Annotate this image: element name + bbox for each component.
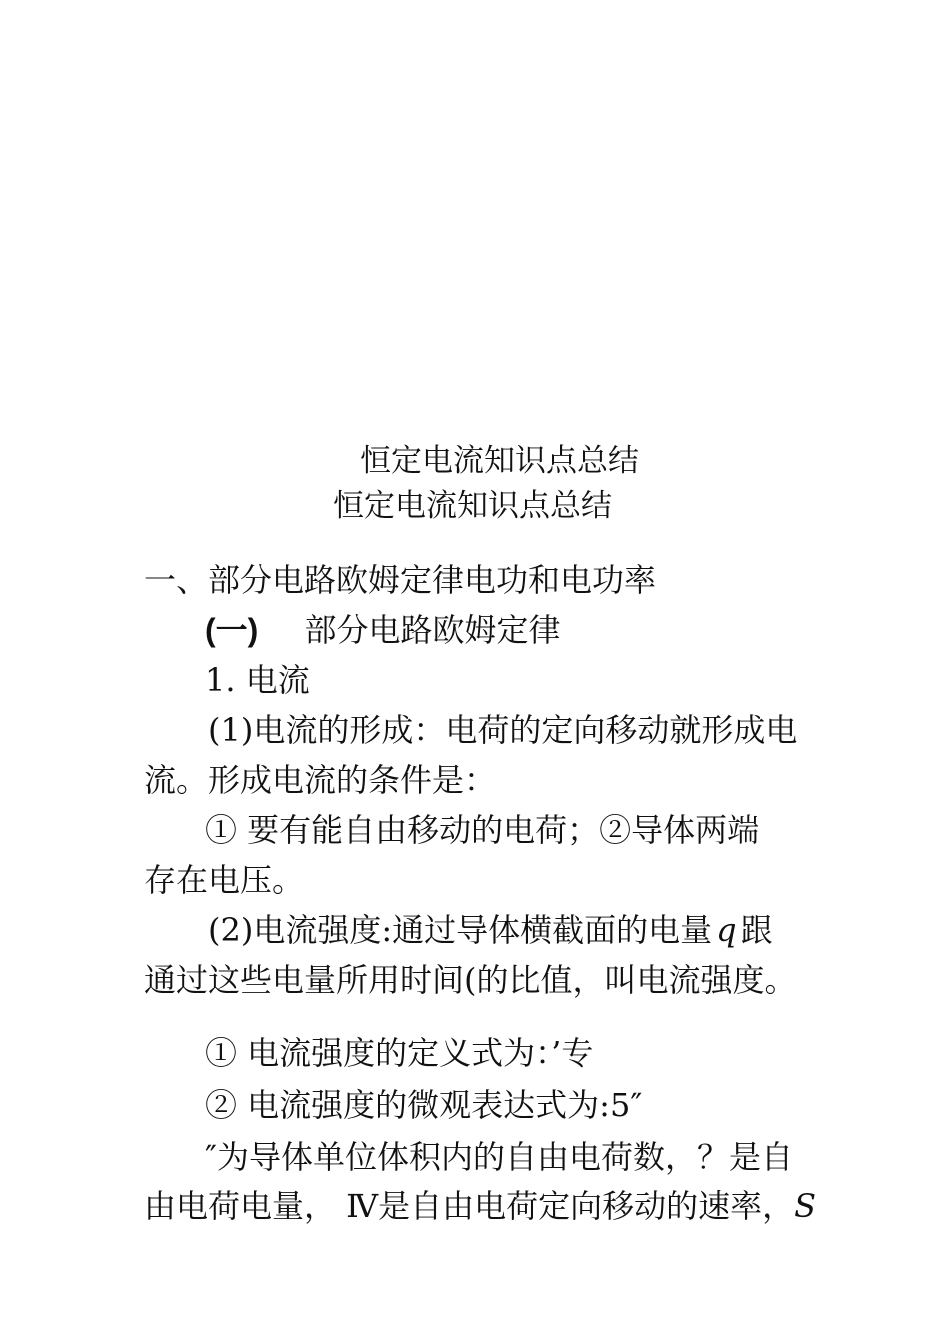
paragraph-number: (1) [208, 711, 254, 749]
paragraph-3-continuation: 通过这些电量所用时间(的比值，叫电流强度。 [144, 961, 797, 999]
paragraph-text: 电流的形成：电荷的定向移动就形成电 [253, 711, 798, 749]
document-subtitle: 恒定电流知识点总结 [333, 488, 612, 524]
subsection-number: (一) [205, 612, 259, 648]
paragraph-4: ① 电流强度的定义式为：’专 [205, 1034, 594, 1072]
paragraph-text: 电流强度:通过导体横截面的电量 [253, 911, 713, 949]
subsection-title: 部分电路欧姆定律 [304, 611, 561, 649]
paragraph-number: (2) [208, 911, 254, 949]
paragraph-2: ① 要有能自由移动的电荷；②导体两端 [205, 811, 760, 849]
paragraph-1 [208, 710, 797, 750]
document-title: 恒定电流知识点总结 [360, 443, 639, 479]
paragraph-5: ② 电流强度的微观表达式为:5″ [205, 1086, 643, 1124]
paragraph-2-continuation: 存在电压。 [144, 861, 305, 899]
paragraph-6: ″为导体单位体积内的自由电荷数，？是自 [205, 1138, 793, 1176]
paragraph-1-continuation: 流。形成电流的条件是： [144, 761, 497, 799]
section-heading: 一、部分电路欧姆定律电功和电功率 [144, 561, 657, 599]
paragraph-text-end: 跟 [740, 911, 773, 949]
paragraph-text: 由电荷电量， Ⅳ是自由电荷定向移动的速率， [144, 1187, 795, 1225]
variable-q: q [716, 911, 737, 949]
variable-s: S [794, 1187, 817, 1225]
item-heading: 1. 电流 [205, 661, 310, 699]
paragraph-3 [208, 910, 773, 950]
paragraph-6-continuation [144, 1186, 816, 1226]
subsection-heading [205, 610, 561, 650]
